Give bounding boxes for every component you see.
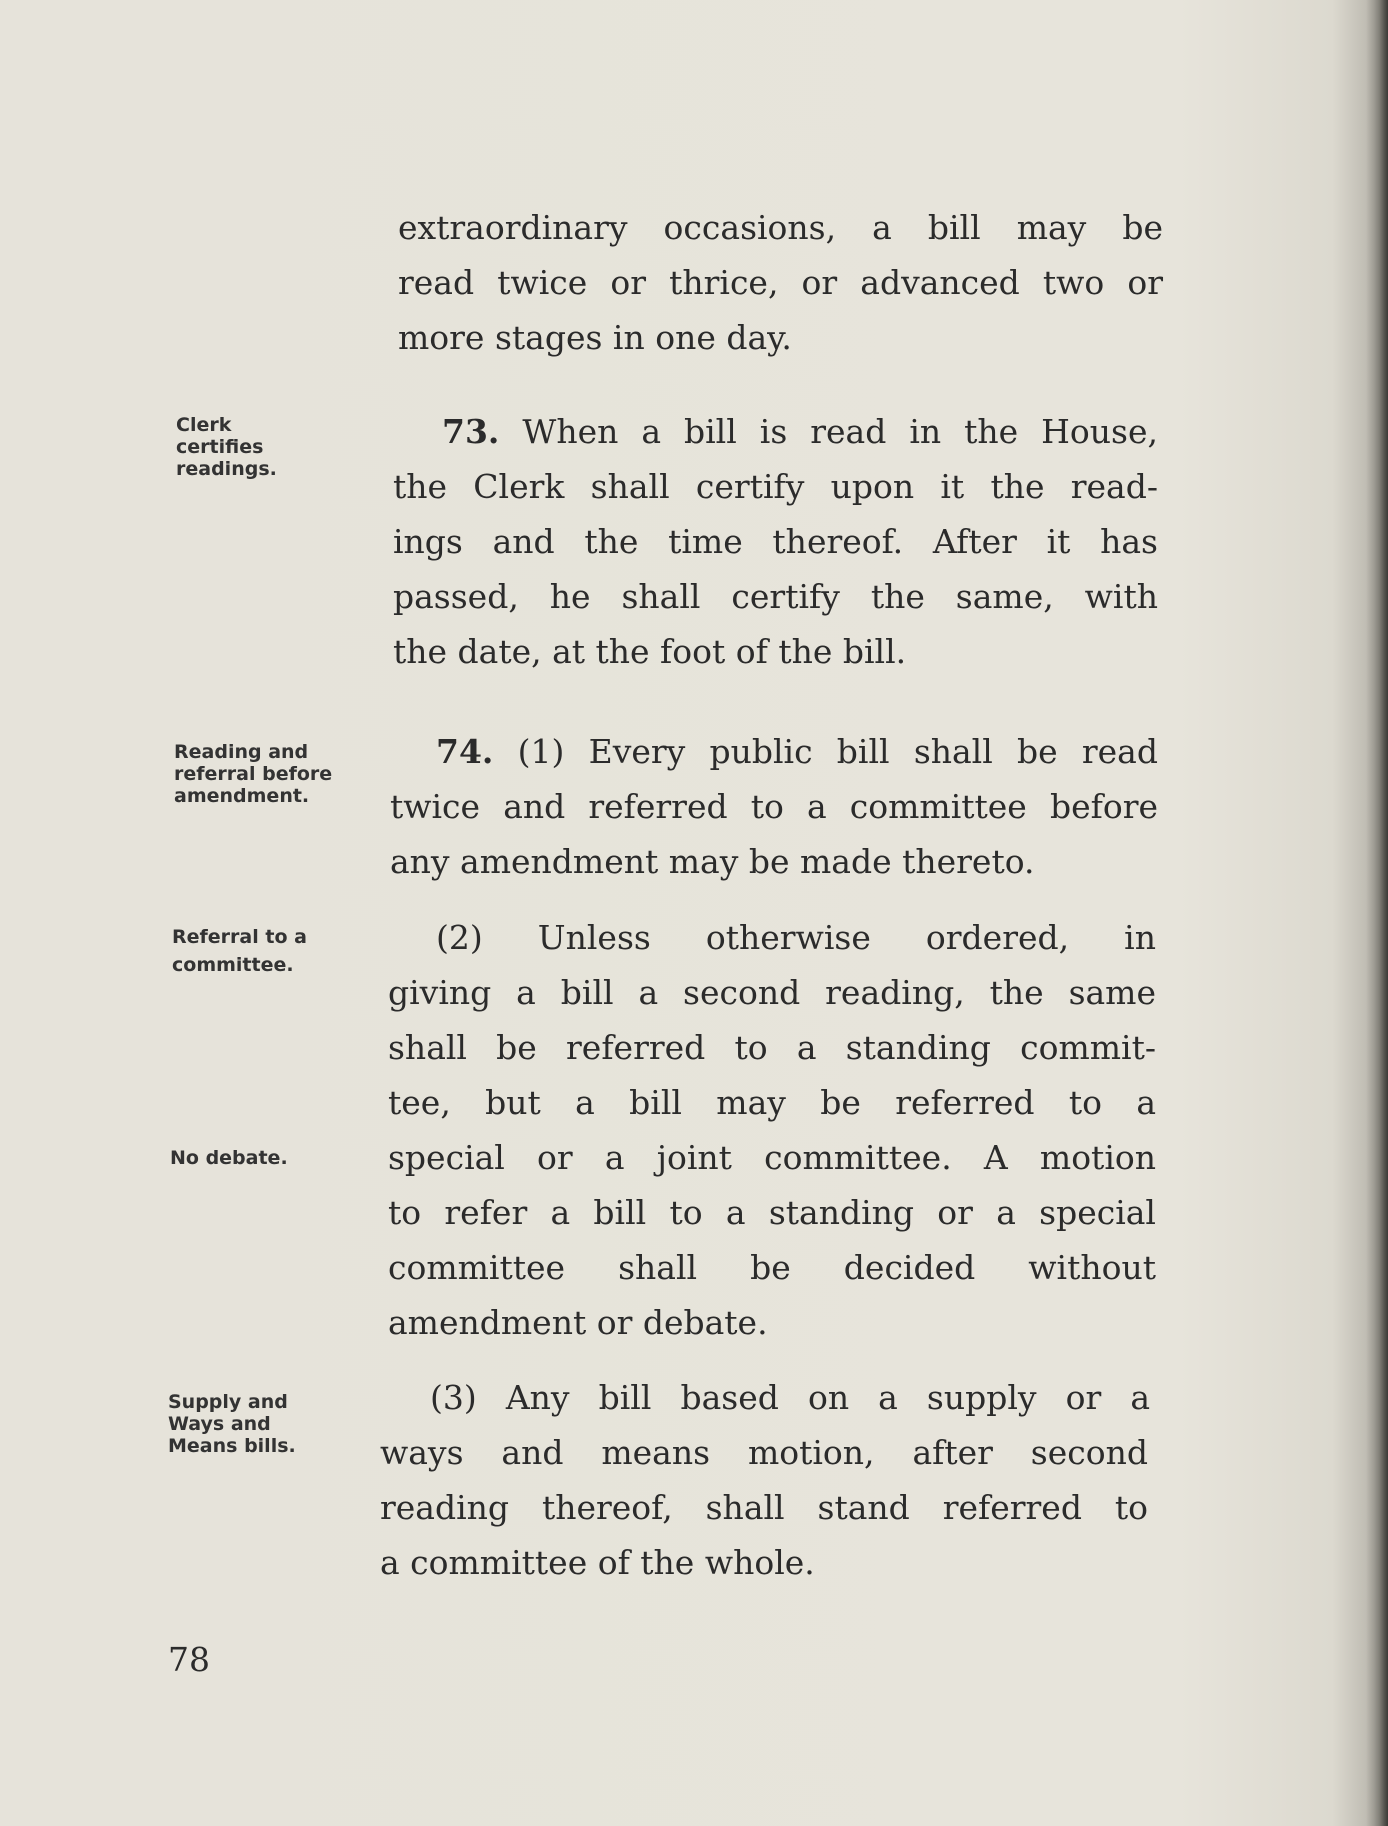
body-line-text: When a bill is read in the House, xyxy=(522,412,1158,451)
page-edge-shadow xyxy=(1366,0,1388,1826)
margin-note-line: readings. xyxy=(176,458,277,480)
page-number: 78 xyxy=(168,1640,210,1679)
margin-note-line: Means bills. xyxy=(168,1435,296,1457)
body-line: giving a bill a second reading, the same xyxy=(388,973,1156,1012)
body-line: (3) Any bill based on a supply or a xyxy=(430,1378,1150,1417)
body-line: any amendment may be made thereto. xyxy=(390,842,1035,881)
body-line: extraordinary occasions, a bill may be xyxy=(398,208,1163,247)
body-line: a committee of the whole. xyxy=(380,1543,815,1582)
section-73-first-line xyxy=(442,404,1158,459)
margin-note-line: committee. xyxy=(172,954,294,976)
margin-note-line: Ways and xyxy=(168,1413,271,1435)
body-line: (2) Unless otherwise ordered, in xyxy=(436,918,1156,957)
body-line: twice and referred to a committee before xyxy=(390,787,1158,826)
body-line: tee, but a bill may be referred to a xyxy=(388,1083,1156,1122)
margin-note-line: referral before xyxy=(174,763,333,785)
margin-note-line: No debate. xyxy=(170,1147,288,1169)
margin-note-line: Clerk xyxy=(176,414,232,436)
body-line: ways and means motion, after second xyxy=(380,1433,1148,1472)
body-line: shall be referred to a standing commit- xyxy=(388,1028,1156,1067)
margin-note-line: Supply and xyxy=(168,1391,288,1413)
body-line: ings and the time thereof. After it has xyxy=(393,522,1158,561)
body-line: the date, at the foot of the bill. xyxy=(393,632,907,671)
margin-note-line: amendment. xyxy=(174,785,310,807)
margin-note-line: certifies xyxy=(176,436,264,458)
body-line: amendment or debate. xyxy=(388,1303,768,1342)
section-number: 73. xyxy=(442,412,500,451)
body-line: committee shall be decided without xyxy=(388,1248,1156,1287)
body-line: to refer a bill to a standing or a special xyxy=(388,1193,1156,1232)
body-line: reading thereof, shall stand referred to xyxy=(380,1488,1148,1527)
body-line: more stages in one day. xyxy=(398,318,792,357)
margin-note-line: Referral to a xyxy=(172,926,307,948)
margin-note-line: Reading and xyxy=(174,741,309,763)
body-line: read twice or thrice, or advanced two or xyxy=(398,263,1163,302)
section-74-first-line xyxy=(436,724,1158,779)
body-line: special or a joint committee. A motion xyxy=(388,1138,1156,1177)
body-line: the Clerk shall certify upon it the read- xyxy=(393,467,1158,506)
body-line-text: (1) Every public bill shall be read xyxy=(517,732,1158,771)
section-number: 74. xyxy=(436,732,494,771)
body-line: passed, he shall certify the same, with xyxy=(393,577,1158,616)
